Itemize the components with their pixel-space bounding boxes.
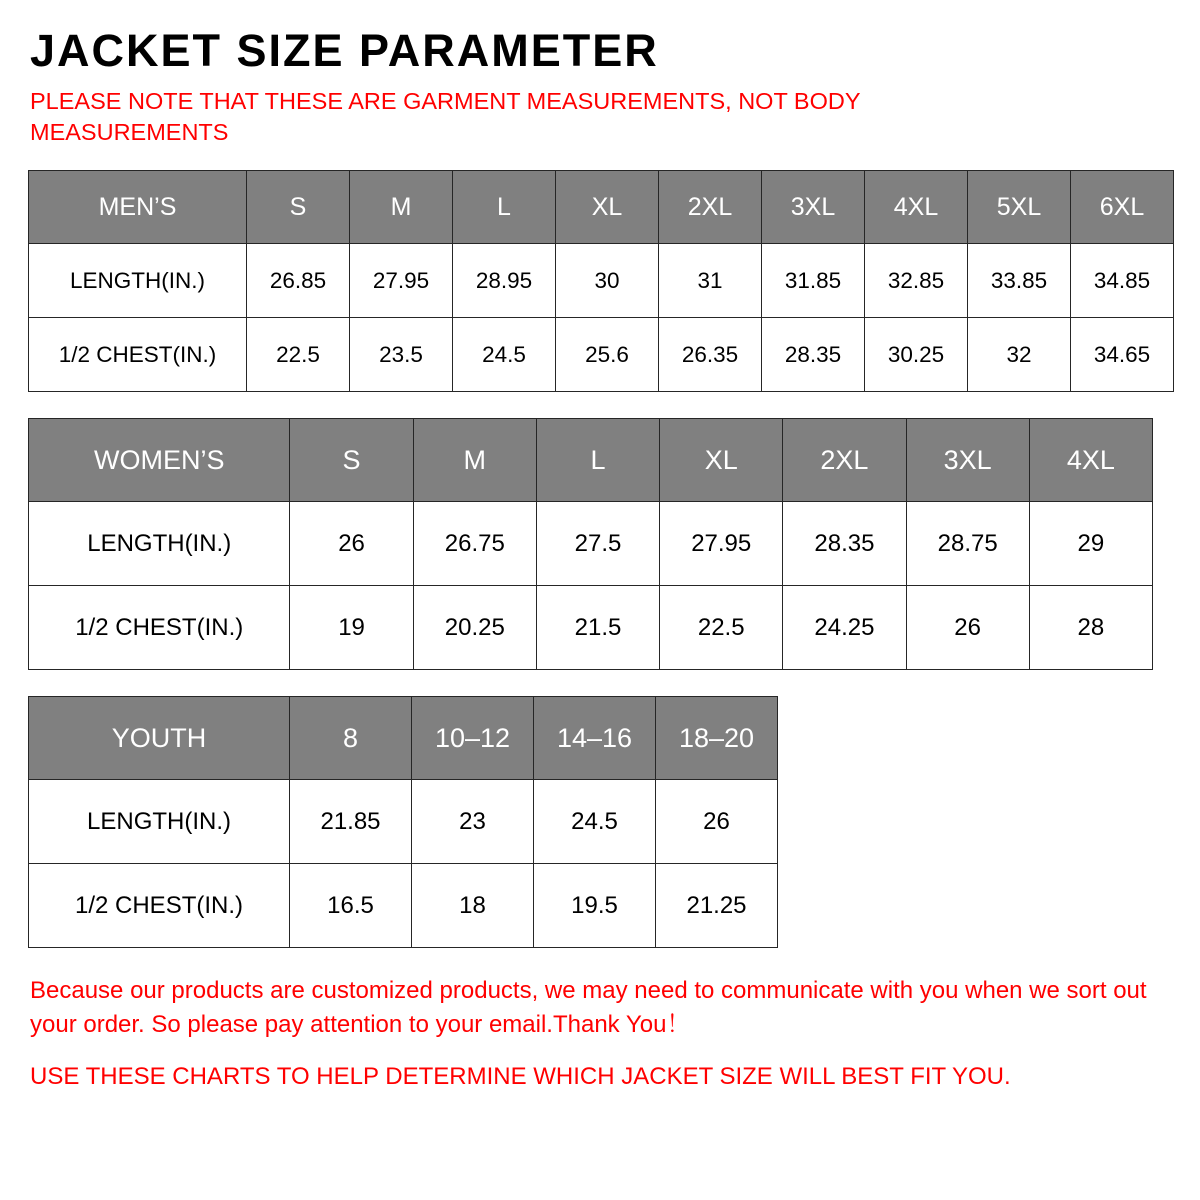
womens-chest-s: 19: [290, 586, 413, 670]
womens-length-m: 26.75: [413, 502, 536, 586]
youth-chest-18-20: 21.25: [656, 864, 778, 948]
mens-chest-m: 23.5: [350, 318, 453, 392]
mens-header-4xl: 4XL: [865, 171, 968, 244]
womens-chest-xl: 22.5: [660, 586, 783, 670]
mens-chest-4xl: 30.25: [865, 318, 968, 392]
mens-length-l: 28.95: [453, 244, 556, 318]
youth-chest-label: 1/2 CHEST(IN.): [29, 864, 290, 948]
mens-chest-6xl: 34.65: [1071, 318, 1174, 392]
youth-size-table: [28, 696, 778, 948]
youth-chest-8: 16.5: [290, 864, 412, 948]
womens-length-xl: 27.95: [660, 502, 783, 586]
mens-length-s: 26.85: [247, 244, 350, 318]
womens-length-4xl: 29: [1029, 502, 1152, 586]
mens-length-2xl: 31: [659, 244, 762, 318]
womens-header-label: WOMEN’S: [29, 419, 290, 502]
mens-length-4xl: 32.85: [865, 244, 968, 318]
mens-length-label: LENGTH(IN.): [29, 244, 247, 318]
womens-length-l: 27.5: [536, 502, 659, 586]
youth-length-8: 21.85: [290, 780, 412, 864]
garment-measurement-note: PLEASE NOTE THAT THESE ARE GARMENT MEASUREMENTS, NOT BODY MEASUREMENTS: [30, 87, 861, 145]
womens-length-3xl: 28.75: [906, 502, 1029, 586]
womens-chest-label: 1/2 CHEST(IN.): [29, 586, 290, 670]
youth-header-label: YOUTH: [29, 697, 290, 780]
mens-chest-5xl: 32: [968, 318, 1071, 392]
table-row: [29, 244, 1174, 318]
youth-header-10-12: 10–12: [412, 697, 534, 780]
youth-header-8: 8: [290, 697, 412, 780]
footer-notes: [28, 974, 1172, 1094]
mens-header-6xl: 6XL: [1071, 171, 1174, 244]
page-title: JACKET SIZE PARAMETER: [30, 25, 659, 76]
womens-header-xl: XL: [660, 419, 783, 502]
mens-header-m: M: [350, 171, 453, 244]
mens-size-table: [28, 170, 1174, 392]
table-row: [29, 864, 778, 948]
mens-header-xl: XL: [556, 171, 659, 244]
footer-note-customization: Because our products are customized products, we may need to communicate with you when we sort out your order. So please pay attention to your email.Thank You！: [30, 977, 1147, 1039]
mens-chest-3xl: 28.35: [762, 318, 865, 392]
womens-length-2xl: 28.35: [783, 502, 906, 586]
womens-header-m: M: [413, 419, 536, 502]
youth-length-14-16: 24.5: [534, 780, 656, 864]
mens-length-3xl: 31.85: [762, 244, 865, 318]
youth-length-label: LENGTH(IN.): [29, 780, 290, 864]
table-header-row: [29, 171, 1174, 244]
youth-header-14-16: 14–16: [534, 697, 656, 780]
womens-chest-4xl: 28: [1029, 586, 1152, 670]
mens-length-6xl: 34.85: [1071, 244, 1174, 318]
womens-header-s: S: [290, 419, 413, 502]
womens-chest-l: 21.5: [536, 586, 659, 670]
womens-header-3xl: 3XL: [906, 419, 1029, 502]
mens-length-m: 27.95: [350, 244, 453, 318]
mens-chest-label: 1/2 CHEST(IN.): [29, 318, 247, 392]
mens-header-3xl: 3XL: [762, 171, 865, 244]
mens-header-5xl: 5XL: [968, 171, 1071, 244]
table-row: [29, 780, 778, 864]
table-row: [29, 318, 1174, 392]
youth-length-10-12: 23: [412, 780, 534, 864]
womens-chest-2xl: 24.25: [783, 586, 906, 670]
table-row: [29, 586, 1153, 670]
mens-chest-s: 22.5: [247, 318, 350, 392]
womens-chest-m: 20.25: [413, 586, 536, 670]
mens-header-l: L: [453, 171, 556, 244]
mens-header-s: S: [247, 171, 350, 244]
mens-chest-xl: 25.6: [556, 318, 659, 392]
womens-length-s: 26: [290, 502, 413, 586]
youth-chest-10-12: 18: [412, 864, 534, 948]
mens-length-xl: 30: [556, 244, 659, 318]
youth-chest-14-16: 19.5: [534, 864, 656, 948]
womens-header-2xl: 2XL: [783, 419, 906, 502]
mens-length-5xl: 33.85: [968, 244, 1071, 318]
footer-note-chart-usage: USE THESE CHARTS TO HELP DETERMINE WHICH JACKET SIZE WILL BEST FIT YOU.: [30, 1063, 1011, 1091]
table-row: [29, 502, 1153, 586]
womens-chest-3xl: 26: [906, 586, 1029, 670]
mens-chest-l: 24.5: [453, 318, 556, 392]
womens-header-l: L: [536, 419, 659, 502]
mens-header-label: MEN’S: [29, 171, 247, 244]
womens-header-4xl: 4XL: [1029, 419, 1152, 502]
womens-size-table: [28, 418, 1153, 670]
table-header-row: [29, 697, 778, 780]
mens-header-2xl: 2XL: [659, 171, 762, 244]
womens-length-label: LENGTH(IN.): [29, 502, 290, 586]
youth-length-18-20: 26: [656, 780, 778, 864]
mens-chest-2xl: 26.35: [659, 318, 762, 392]
table-header-row: [29, 419, 1153, 502]
youth-header-18-20: 18–20: [656, 697, 778, 780]
